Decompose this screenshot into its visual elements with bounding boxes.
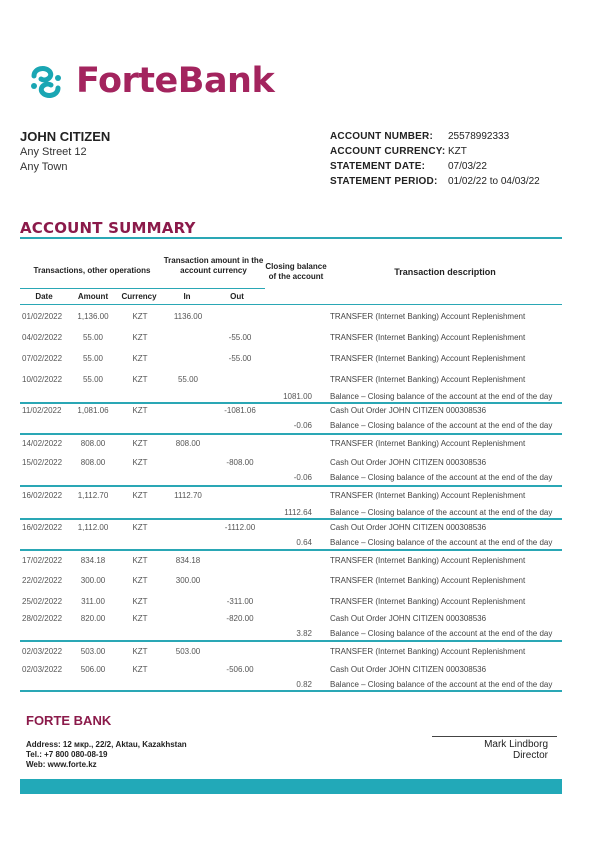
- row-amount: 834.18: [80, 556, 106, 565]
- row-date: 28/02/2022: [22, 614, 63, 623]
- row-in: 1136.00: [173, 312, 203, 321]
- row-amount: 506.00: [80, 665, 106, 674]
- header-in: In: [183, 292, 191, 301]
- row-date: 02/03/2022: [22, 665, 63, 674]
- header-bottom-rule: [20, 304, 562, 305]
- row-out: -1112.00: [224, 523, 256, 532]
- row-closing-balance: -0.06: [293, 421, 312, 430]
- row-date: 04/02/2022: [22, 333, 63, 342]
- row-amount: 55.00: [82, 333, 104, 342]
- row-closing-balance: 3.82: [296, 629, 312, 638]
- row-description: TRANSFER (Internet Banking) Account Replenishment: [330, 647, 526, 656]
- row-date: 02/03/2022: [22, 647, 63, 656]
- row-currency: KZT: [132, 665, 148, 674]
- footer-address: [26, 740, 187, 749]
- row-amount: 1,112.70: [77, 491, 109, 500]
- row-out: -55.00: [228, 354, 252, 363]
- row-description: TRANSFER (Internet Banking) Account Replenishment: [330, 354, 526, 363]
- row-currency: KZT: [132, 312, 148, 321]
- row-out: -55.00: [228, 333, 252, 342]
- header-closing-balance: Closing balance of the account: [265, 262, 327, 281]
- row-description: Cash Out Order JOHN CITIZEN 000308536: [330, 523, 487, 532]
- summary-top-rule: [20, 237, 562, 239]
- row-closing-balance: 0.82: [296, 680, 312, 689]
- bank-logo: [26, 60, 275, 104]
- row-currency: KZT: [132, 439, 148, 448]
- row-currency: KZT: [132, 597, 148, 606]
- row-closing-balance: 1112.64: [284, 508, 312, 517]
- row-out: -1081.06: [224, 406, 256, 415]
- footer-address-value: 12 мкр., 22/2, Aktau, Kazakhstan: [62, 740, 187, 749]
- footer-web: [26, 760, 97, 769]
- statement-date-label: STATEMENT DATE:: [330, 161, 426, 172]
- statement-date: 07/03/22: [448, 161, 487, 172]
- row-description: Balance – Closing balance of the account at the end of the day: [330, 473, 553, 482]
- row-description: Balance – Closing balance of the account at the end of the day: [330, 421, 553, 430]
- row-currency: KZT: [132, 375, 148, 384]
- row-out: -311.00: [226, 597, 254, 606]
- row-amount: 1,136.00: [77, 312, 109, 321]
- row-description: Balance – Closing balance of the account at the end of the day: [330, 538, 553, 547]
- row-amount: 503.00: [80, 647, 106, 656]
- row-currency: KZT: [132, 458, 148, 467]
- row-in: 834.18: [175, 556, 201, 565]
- row-currency: KZT: [132, 614, 148, 623]
- signature-line: [432, 736, 557, 737]
- account-currency: KZT: [448, 146, 467, 157]
- header-transaction-description: Transaction description: [394, 267, 496, 277]
- header-currency: Currency: [121, 292, 157, 301]
- row-closing-balance: 1081.00: [283, 392, 312, 401]
- forte-swirl-icon: [26, 62, 66, 102]
- row-description: TRANSFER (Internet Banking) Account Replenishment: [330, 439, 526, 448]
- group-divider: [20, 690, 562, 692]
- header-amount: Amount: [77, 292, 109, 301]
- row-description: TRANSFER (Internet Banking) Account Replenishment: [330, 556, 526, 565]
- row-description: TRANSFER (Internet Banking) Account Replenishment: [330, 312, 526, 321]
- row-description: Cash Out Order JOHN CITIZEN 000308536: [330, 458, 487, 467]
- group-divider: [20, 640, 562, 642]
- row-currency: KZT: [132, 647, 148, 656]
- footer-address-label: Address:: [26, 740, 61, 749]
- row-date: 25/02/2022: [22, 597, 63, 606]
- row-date: 01/02/2022: [22, 312, 63, 321]
- footer-web-value: www.forte.kz: [47, 760, 97, 769]
- row-amount: 1,081.06: [77, 406, 109, 415]
- account-number-label: ACCOUNT NUMBER:: [330, 131, 433, 142]
- row-description: Balance – Closing balance of the account at the end of the day: [330, 392, 553, 401]
- row-closing-balance: 0.64: [296, 538, 312, 547]
- header-out: Out: [230, 292, 244, 301]
- row-date: 07/02/2022: [22, 354, 63, 363]
- row-date: 16/02/2022: [22, 491, 63, 500]
- account-currency-label: ACCOUNT CURRENCY:: [330, 146, 446, 157]
- row-currency: KZT: [132, 556, 148, 565]
- row-currency: KZT: [132, 491, 148, 500]
- footer-tel: [26, 750, 107, 759]
- row-date: 15/02/2022: [22, 458, 63, 467]
- row-in: 1112.70: [174, 491, 202, 500]
- footer-tel-value: +7 800 080-08-19: [44, 750, 108, 759]
- row-date: 17/02/2022: [22, 556, 63, 565]
- row-currency: KZT: [132, 576, 148, 585]
- footer-accent-bar: [20, 779, 562, 794]
- header-date: Date: [35, 292, 53, 301]
- row-description: Cash Out Order JOHN CITIZEN 000308536: [330, 614, 487, 623]
- statement-period-label: STATEMENT PERIOD:: [330, 176, 438, 187]
- row-description: TRANSFER (Internet Banking) Account Replenishment: [330, 491, 526, 500]
- row-in: 808.00: [175, 439, 201, 448]
- row-description: Balance – Closing balance of the account at the end of the day: [330, 629, 553, 638]
- row-amount: 820.00: [80, 614, 106, 623]
- row-description: TRANSFER (Internet Banking) Account Replenishment: [330, 597, 526, 606]
- header-amount-group: Transaction amount in the account currency: [163, 256, 264, 275]
- signatory-name: Mark Lindborg: [484, 739, 548, 750]
- row-description: TRANSFER (Internet Banking) Account Replenishment: [330, 333, 526, 342]
- row-amount: 1,112.00: [77, 523, 109, 532]
- row-description: TRANSFER (Internet Banking) Account Replenishment: [330, 576, 526, 585]
- row-date: 10/02/2022: [22, 375, 63, 384]
- row-in: 300.00: [175, 576, 201, 585]
- row-closing-balance: -0.06: [293, 473, 312, 482]
- group-divider: [20, 485, 562, 487]
- row-currency: KZT: [132, 523, 148, 532]
- row-description: TRANSFER (Internet Banking) Account Replenishment: [330, 375, 526, 384]
- row-amount: 55.00: [82, 375, 104, 384]
- row-currency: KZT: [132, 333, 148, 342]
- group-divider: [20, 402, 562, 404]
- customer-address-line2: Any Town: [20, 161, 68, 173]
- row-out: -808.00: [226, 458, 254, 467]
- row-out: -506.00: [226, 665, 254, 674]
- row-in: 55.00: [177, 375, 199, 384]
- row-date: 16/02/2022: [22, 523, 63, 532]
- header-divider: [20, 288, 265, 289]
- brand-name: ForteBank: [76, 61, 275, 101]
- account-number: 25578992333: [448, 131, 510, 142]
- footer-bank-name: FORTE BANK: [26, 713, 112, 728]
- row-description: Cash Out Order JOHN CITIZEN 000308536: [330, 665, 487, 674]
- row-date: 22/02/2022: [22, 576, 63, 585]
- row-amount: 300.00: [80, 576, 106, 585]
- row-in: 503.00: [175, 647, 201, 656]
- row-description: Cash Out Order JOHN CITIZEN 000308536: [330, 406, 487, 415]
- row-description: Balance – Closing balance of the account at the end of the day: [330, 680, 553, 689]
- customer-name: JOHN CITIZEN: [20, 129, 111, 144]
- row-date: 11/02/2022: [22, 406, 62, 415]
- account-summary-title: ACCOUNT SUMMARY: [20, 219, 196, 237]
- header-operations: Transactions, other operations: [33, 266, 151, 275]
- row-amount: 808.00: [80, 458, 106, 467]
- statement-period: 01/02/22 to 04/03/22: [448, 176, 540, 187]
- row-amount: 311.00: [81, 597, 105, 606]
- footer-web-label: Web:: [26, 760, 46, 769]
- group-divider: [20, 518, 562, 520]
- footer-tel-label: Tel.:: [26, 750, 42, 759]
- row-out: -820.00: [226, 614, 254, 623]
- row-currency: KZT: [132, 406, 148, 415]
- customer-address-line1: Any Street 12: [20, 146, 87, 158]
- row-amount: 808.00: [80, 439, 106, 448]
- row-amount: 55.00: [82, 354, 104, 363]
- signatory-title: Director: [512, 750, 548, 761]
- group-divider: [20, 549, 562, 551]
- row-currency: KZT: [132, 354, 148, 363]
- row-date: 14/02/2022: [22, 439, 63, 448]
- group-divider: [20, 433, 562, 435]
- row-description: Balance – Closing balance of the account at the end of the day: [330, 508, 553, 517]
